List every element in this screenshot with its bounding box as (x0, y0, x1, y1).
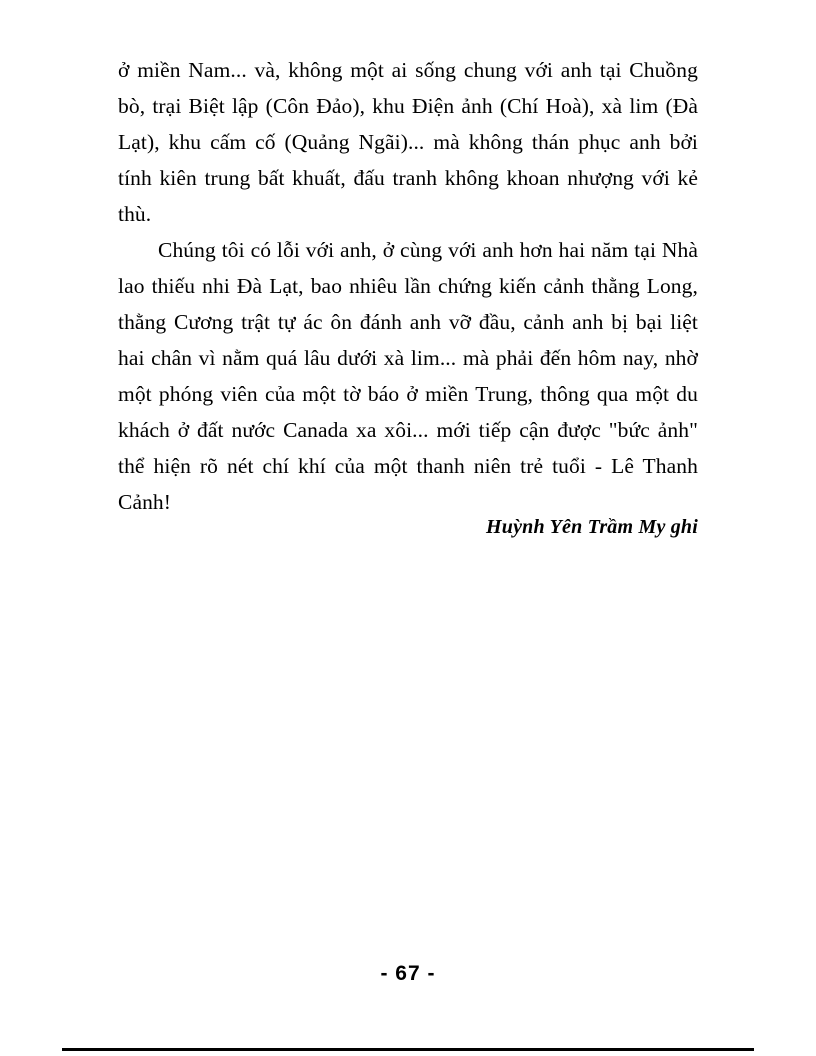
author-signature: Huỳnh Yên Trầm My ghi (485, 516, 698, 538)
body-text (118, 52, 698, 520)
paragraph-2: Chúng tôi có lỗi với anh, ở cùng với anh hơn hai năm tại Nhà lao thiếu nhi Đà Lạt, bao nhiêu lần chứng kiến cảnh thằng Long, thằng Cương trật tự ác ôn đánh anh vỡ đầu, cảnh anh bị bại liệt hai chân vì nằm quá lâu dưới xà lim... mà phải đến hôm nay, nhờ một phóng viên của một tờ báo ở miền Trung, thông qua một du khách ở đất nước Canada xa xôi... mới tiếp cận được "bức ảnh" thể hiện rõ nét chí khí của một thanh niên trẻ tuổi - Lê Thanh Cảnh! (118, 238, 698, 514)
page-number: - 67 - (380, 962, 436, 985)
paragraph-1: ở miền Nam... và, không một ai sống chung với anh tại Chuồng bò, trại Biệt lập (Côn Đảo), khu Điện ảnh (Chí Hoà), xà lim (Đà Lạt), khu cấm cố (Quảng Ngãi)... mà không thán phục anh bởi tính kiên trung bất khuất, đấu tranh không khoan nhượng với kẻ thù. (118, 58, 698, 226)
footer-divider (62, 1048, 754, 1051)
